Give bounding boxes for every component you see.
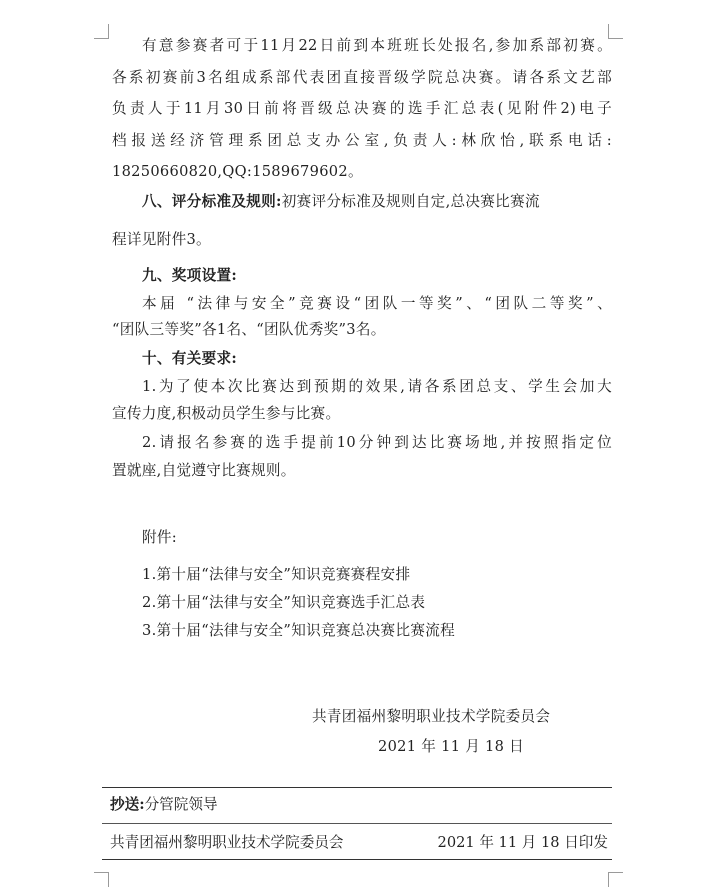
page-corner-mark [94, 24, 109, 39]
signature-date: 2021 年 11 月 18 日 [378, 738, 525, 755]
paragraph-line: 1.为了使本次比赛达到预期的效果,请各系团总支、学生会加大 [142, 378, 612, 395]
section-heading: 十、有关要求: [142, 350, 238, 367]
issue-row [110, 833, 608, 853]
signature-org: 共青团福州黎明职业技术学院委员会 [312, 708, 551, 725]
paragraph-line: 负责人于11月30日前将晋级总决赛的选手汇总表(见附件2)电子 [112, 100, 612, 117]
paragraph-line: 宣传力度,积极动员学生参与比赛。 [112, 405, 341, 422]
section-heading: 九、奖项设置: [142, 267, 238, 284]
cc-row [110, 795, 218, 815]
section-text: 初赛评分标准及规则自定,总决赛比赛流 [281, 193, 540, 210]
footer-rule [102, 787, 612, 788]
issue-date: 2021 年 11 月 18 日印发 [437, 834, 608, 851]
cc-label: 抄送: [110, 796, 145, 813]
attachment-item: 1.第十届“法律与安全”知识竞赛赛程安排 [142, 566, 411, 583]
cc-value: 分管院领导 [144, 796, 218, 813]
attachment-item: 2.第十届“法律与安全”知识竞赛选手汇总表 [142, 594, 426, 611]
attachment-item: 3.第十届“法律与安全”知识竞赛总决赛比赛流程 [142, 622, 456, 639]
paragraph-line: 18250660820,QQ:1589679602。 [112, 163, 363, 180]
paragraph-line: 本届 “法律与安全”竞赛设“团队一等奖”、“团队二等奖”、 [142, 295, 612, 312]
paragraph-line: 程详见附件3。 [112, 231, 211, 248]
footer-rule [102, 859, 612, 860]
issuer: 共青团福州黎明职业技术学院委员会 [110, 834, 344, 851]
paragraph-line: 有意参赛者可于11月22日前到本班班长处报名,参加系部初赛。 [142, 37, 612, 54]
section-heading: 八、评分标准及规则: [142, 193, 282, 210]
paragraph-line: “团队三等奖”各1名、“团队优秀奖”3名。 [112, 321, 386, 338]
paragraph-line: 2.请报名参赛的选手提前10分钟到达比赛场地,并按照指定位 [142, 434, 612, 451]
attachments-label: 附件: [142, 529, 178, 546]
paragraph-line: 置就座,自觉遵守比赛规则。 [112, 462, 296, 479]
paragraph-line: 档报送经济管理系团总支办公室,负责人:林欣怡,联系电话: [112, 132, 612, 149]
footer-rule [102, 823, 612, 824]
paragraph-line: 各系初赛前3名组成系部代表团直接晋级学院总决赛。请各系文艺部 [112, 69, 612, 86]
section-8 [142, 192, 612, 212]
